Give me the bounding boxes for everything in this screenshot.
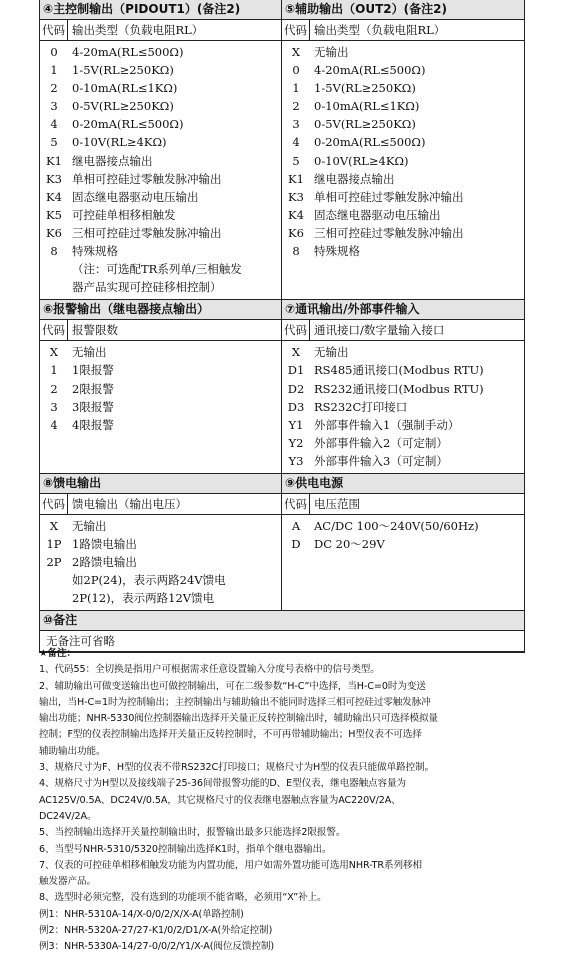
- section-title: ⑥报警输出（继电器接点输出）: [40, 300, 281, 319]
- section-comm-output: [282, 300, 524, 474]
- list-item: [40, 206, 281, 224]
- list-item: [282, 170, 524, 188]
- item-desc: 无输出: [72, 518, 107, 533]
- note-line: 7、仪表的可控硅单相移相触发功能为内置功能，用户如需外置功能可选用NHR-TR系列移相: [39, 859, 422, 871]
- item-desc: 4-20mA(RL≤500Ω): [314, 63, 426, 78]
- item-desc: 2路馈电输出: [72, 555, 137, 570]
- list-item: [40, 97, 281, 115]
- item-code: K4: [288, 207, 304, 222]
- list-item: [282, 434, 524, 452]
- note-line: 例3：NHR-5330A-14/27-0/0/2/Y1/X-A(阀位反馈控制): [39, 941, 275, 953]
- item-desc: 4-20mA(RL≤500Ω): [72, 45, 184, 59]
- item-code: A: [291, 518, 301, 533]
- item-code: K5: [46, 207, 62, 222]
- list-item: [40, 361, 281, 379]
- item-code: 4: [50, 417, 58, 432]
- section-title: ⑦通讯输出/外部事件输入: [282, 300, 524, 319]
- item-desc: 1-5V(RL≥250KΩ): [72, 63, 174, 78]
- list-item: [40, 343, 281, 361]
- list-item: [282, 343, 524, 361]
- item-desc: 2P(12)，表示两路12V馈电: [72, 591, 215, 606]
- list-item: [40, 278, 281, 296]
- note-line: 2、辅助输出可做变送输出也可做控制输出，可在二级参数“H-C”中选择，当H-C=0时为变送: [39, 680, 426, 692]
- item-code: 0: [50, 45, 58, 59]
- list-item: [282, 115, 524, 133]
- list-item: [40, 517, 281, 535]
- item-code: 5: [50, 135, 58, 150]
- list-item: [282, 452, 524, 470]
- list-item: [282, 416, 524, 434]
- item-desc: 4限报警: [72, 417, 114, 432]
- item-list: [282, 41, 524, 263]
- item-desc: 继电器接点输出: [314, 171, 395, 186]
- list-item: [282, 97, 524, 115]
- section-title: ⑨供电电源: [282, 474, 524, 493]
- item-code: X: [49, 518, 59, 533]
- list-item: [282, 361, 524, 379]
- item-code: 1P: [46, 537, 62, 552]
- item-code: Y2: [288, 435, 304, 450]
- code-header: 代码: [40, 320, 68, 340]
- item-code: 8: [292, 244, 300, 259]
- list-item: [40, 589, 281, 607]
- list-item: [40, 152, 281, 170]
- list-item: [282, 535, 524, 553]
- item-code: 1: [50, 363, 58, 378]
- section-main-control-output: [40, 0, 282, 300]
- section-subheader: [282, 319, 524, 341]
- item-desc: 单相可控硅过零触发脉冲输出: [72, 171, 222, 186]
- list-item: [282, 152, 524, 170]
- item-code: K6: [288, 225, 304, 240]
- desc-header: 报警限数: [72, 323, 118, 338]
- note-line: DC24V/2A。: [39, 810, 97, 822]
- section-title: ⑧馈电输出: [40, 474, 281, 493]
- list-item: [282, 398, 524, 416]
- item-desc: 0-10V(RL≥4KΩ): [72, 135, 167, 150]
- list-item: [40, 398, 281, 416]
- section-alarm-output: [40, 300, 282, 474]
- list-item: [282, 242, 524, 260]
- list-item: [40, 571, 281, 589]
- item-code: 3: [50, 399, 58, 414]
- item-desc: 特殊规格: [314, 244, 360, 259]
- item-code: D: [291, 537, 301, 552]
- item-desc: 1限报警: [72, 363, 114, 378]
- item-desc: DC 20～29V: [314, 537, 385, 552]
- item-code: [40, 589, 68, 607]
- item-code: 2: [50, 381, 58, 396]
- item-code: [40, 278, 68, 296]
- item-desc: （注：可选配TR系列单/三相触发: [72, 262, 242, 277]
- desc-header: 输出类型（负载电阻RL）: [72, 23, 204, 37]
- note-line: 例1：NHR-5310A-14/X-0/0/2/X/X-A(单路控制): [39, 908, 244, 920]
- note-line: 6、当型号NHR-5310/5320控制输出选择K1时，指单个继电器输出。: [39, 843, 332, 855]
- section-subheader: [282, 19, 524, 41]
- item-desc: 外部事件输入1（强制手动）: [314, 417, 460, 432]
- item-code: [40, 260, 68, 278]
- notes-title: ★备注：: [39, 648, 76, 659]
- row-4-5: [40, 0, 524, 300]
- list-item: [282, 43, 524, 61]
- item-code: 2: [292, 99, 300, 114]
- spec-table: [39, 0, 525, 653]
- item-desc: 3限报警: [72, 399, 114, 414]
- item-code: 0: [292, 63, 300, 78]
- section-title: ⑤辅助输出（OUT2）(备注2): [282, 0, 524, 19]
- list-item: [282, 380, 524, 398]
- list-item: [40, 79, 281, 97]
- item-code: 1: [50, 63, 58, 78]
- item-desc: 0-5V(RL≥250KΩ): [72, 99, 174, 114]
- notes-block: [39, 646, 529, 956]
- item-code: [40, 571, 68, 589]
- item-desc: 特殊规格: [72, 244, 118, 259]
- item-desc: 器产品实现可控硅移相控制）: [72, 280, 222, 295]
- item-desc: 如2P(24)，表示两路24V馈电: [72, 573, 226, 588]
- item-desc: 0-20mA(RL≤500Ω): [72, 117, 184, 132]
- item-desc: 外部事件输入3（可定制）: [314, 453, 448, 468]
- note-line: 输出，当H-C=1时为控制输出；主控制输出与辅助输出不能同时选择三相可控硅过零触发脉冲: [39, 696, 431, 708]
- code-header: 代码: [282, 320, 310, 340]
- row-6-7: [40, 300, 524, 474]
- item-code: X: [291, 345, 301, 360]
- item-desc: 单相可控硅过零触发脉冲输出: [314, 189, 464, 204]
- section-aux-output: [282, 0, 524, 300]
- item-desc: AC/DC 100～240V(50/60Hz): [314, 518, 479, 533]
- item-list: [282, 515, 524, 556]
- note-line: 控制；F型的仪表控制输出选择开关量正反转控制时，不可再带辅助输出；H型仪表不可选择: [39, 729, 422, 741]
- desc-header: 通讯接口/数字量输入接口: [314, 323, 445, 338]
- item-code: 8: [50, 244, 58, 259]
- list-item: [40, 170, 281, 188]
- remarks-text: 无备注可省略: [46, 634, 115, 649]
- list-item: [282, 206, 524, 224]
- desc-header: 电压范围: [314, 496, 360, 511]
- note-line: 5、当控制输出选择开关量控制输出时，报警输出最多只能选择2限报警。: [39, 827, 346, 839]
- item-code: K6: [46, 225, 62, 240]
- list-item: [40, 224, 281, 242]
- section-title: ⑩备注: [40, 611, 524, 631]
- item-code: K3: [288, 189, 304, 204]
- item-desc: 无输出: [314, 345, 349, 360]
- list-item: [40, 416, 281, 434]
- item-code: 3: [50, 99, 58, 114]
- item-desc: 0-10mA(RL≤1KΩ): [314, 99, 420, 114]
- list-item: [282, 224, 524, 242]
- note-line: AC125V/0.5A、DC24V/0.5A，其它规格尺寸的仪表继电器触点容量为AC220V/2A、: [39, 794, 401, 806]
- list-item: [40, 380, 281, 398]
- item-desc: 1-5V(RL≥250KΩ): [314, 81, 416, 96]
- item-code: 4: [50, 117, 58, 132]
- note-line: 辅助输出功能。: [39, 745, 106, 757]
- item-desc: 0-10mA(RL≤1KΩ): [72, 81, 178, 96]
- list-item: [282, 133, 524, 151]
- code-header: 代码: [40, 494, 68, 514]
- section-subheader: [40, 493, 281, 515]
- note-line: 4、规格尺寸为H型以及接线端子25-36间带报警功能的D、E型仪表，继电器触点容量为: [39, 778, 407, 790]
- list-item: [40, 188, 281, 206]
- item-list: [40, 341, 281, 436]
- item-code: K1: [288, 171, 304, 186]
- list-item: [40, 553, 281, 571]
- notes-lines: [39, 662, 529, 955]
- note-line: 8、选型时必须完整，没有选到的功能项不能省略，必须用“X”补上。: [39, 892, 327, 904]
- code-header: 代码: [282, 494, 310, 514]
- item-desc: RS232通讯接口(Modbus RTU): [314, 381, 484, 396]
- desc-header: 馈电输出（输出电压）: [72, 496, 187, 511]
- item-desc: 固态继电器驱动电压输出: [72, 189, 199, 204]
- item-desc: 2限报警: [72, 381, 114, 396]
- list-item: [282, 188, 524, 206]
- item-code: 2P: [46, 555, 62, 570]
- section-power-supply: [282, 474, 524, 611]
- item-code: K1: [46, 153, 62, 168]
- item-code: 5: [292, 153, 300, 168]
- section-subheader: [282, 493, 524, 515]
- item-list: [282, 341, 524, 473]
- item-desc: 继电器接点输出: [72, 153, 153, 168]
- item-code: K3: [46, 171, 62, 186]
- item-code: X: [49, 345, 59, 360]
- section-feed-output: [40, 474, 282, 611]
- section-subheader: [40, 319, 281, 341]
- item-desc: 三相可控硅过零触发脉冲输出: [314, 225, 464, 240]
- item-desc: 三相可控硅过零触发脉冲输出: [72, 225, 222, 240]
- item-code: D3: [287, 399, 305, 414]
- item-desc: RS232C打印接口: [314, 399, 408, 414]
- item-code: 4: [292, 135, 300, 150]
- item-code: D1: [287, 363, 305, 378]
- item-code: 2: [50, 81, 58, 96]
- row-8-9: [40, 474, 524, 611]
- note-line: 例2：NHR-5320A-27/27-K1/0/2/D1/X-A(外给定控制): [39, 925, 273, 937]
- item-desc: RS485通讯接口(Modbus RTU): [314, 363, 484, 378]
- item-code: X: [291, 45, 301, 59]
- item-list: [40, 41, 281, 299]
- code-header: 代码: [282, 20, 310, 40]
- list-item: [40, 43, 281, 61]
- item-desc: 0-10V(RL≥4KΩ): [314, 153, 409, 168]
- list-item: [40, 242, 281, 260]
- item-desc: 无输出: [72, 345, 107, 360]
- list-item: [40, 535, 281, 553]
- note-line: 输出功能；NHR-5330阀位控制器输出选择开关量正反转控制输出时，辅助输出只可选择模拟量: [39, 713, 439, 725]
- item-desc: 1路馈电输出: [72, 537, 137, 552]
- item-desc: 0-20mA(RL≤500Ω): [314, 135, 426, 150]
- note-line: 1、代码55：全切换是指用户可根据需求任意设置输入分度号表格中的信号类型。: [39, 664, 380, 676]
- code-header: 代码: [40, 20, 68, 40]
- item-code: Y3: [288, 453, 304, 468]
- item-desc: 固态继电器驱动电压输出: [314, 207, 441, 222]
- desc-header: 输出类型（负载电阻RL）: [314, 23, 446, 37]
- item-code: 3: [292, 117, 300, 132]
- item-code: 1: [292, 81, 300, 96]
- section-subheader: [40, 19, 281, 41]
- note-line: 3、规格尺寸为F、H型的仪表不带RS232C打印接口；规格尺寸为H型的仪表只能做单路控制。: [39, 762, 435, 774]
- item-desc: 无输出: [314, 45, 349, 59]
- list-item: [282, 517, 524, 535]
- item-desc: 0-5V(RL≥250KΩ): [314, 117, 416, 132]
- list-item: [40, 115, 281, 133]
- item-code: D2: [287, 381, 305, 396]
- list-item: [40, 260, 281, 278]
- item-desc: 可控硅单相移相触发: [72, 207, 176, 222]
- item-desc: 外部事件输入2（可定制）: [314, 435, 448, 450]
- list-item: [282, 79, 524, 97]
- section-title: ④主控制输出（PIDOUT1）(备注2): [40, 0, 281, 19]
- item-code: K4: [46, 189, 62, 204]
- list-item: [40, 133, 281, 151]
- item-list: [40, 515, 281, 610]
- note-line: 触发器产品。: [39, 876, 96, 888]
- list-item: [40, 61, 281, 79]
- list-item: [282, 61, 524, 79]
- item-code: Y1: [288, 417, 304, 432]
